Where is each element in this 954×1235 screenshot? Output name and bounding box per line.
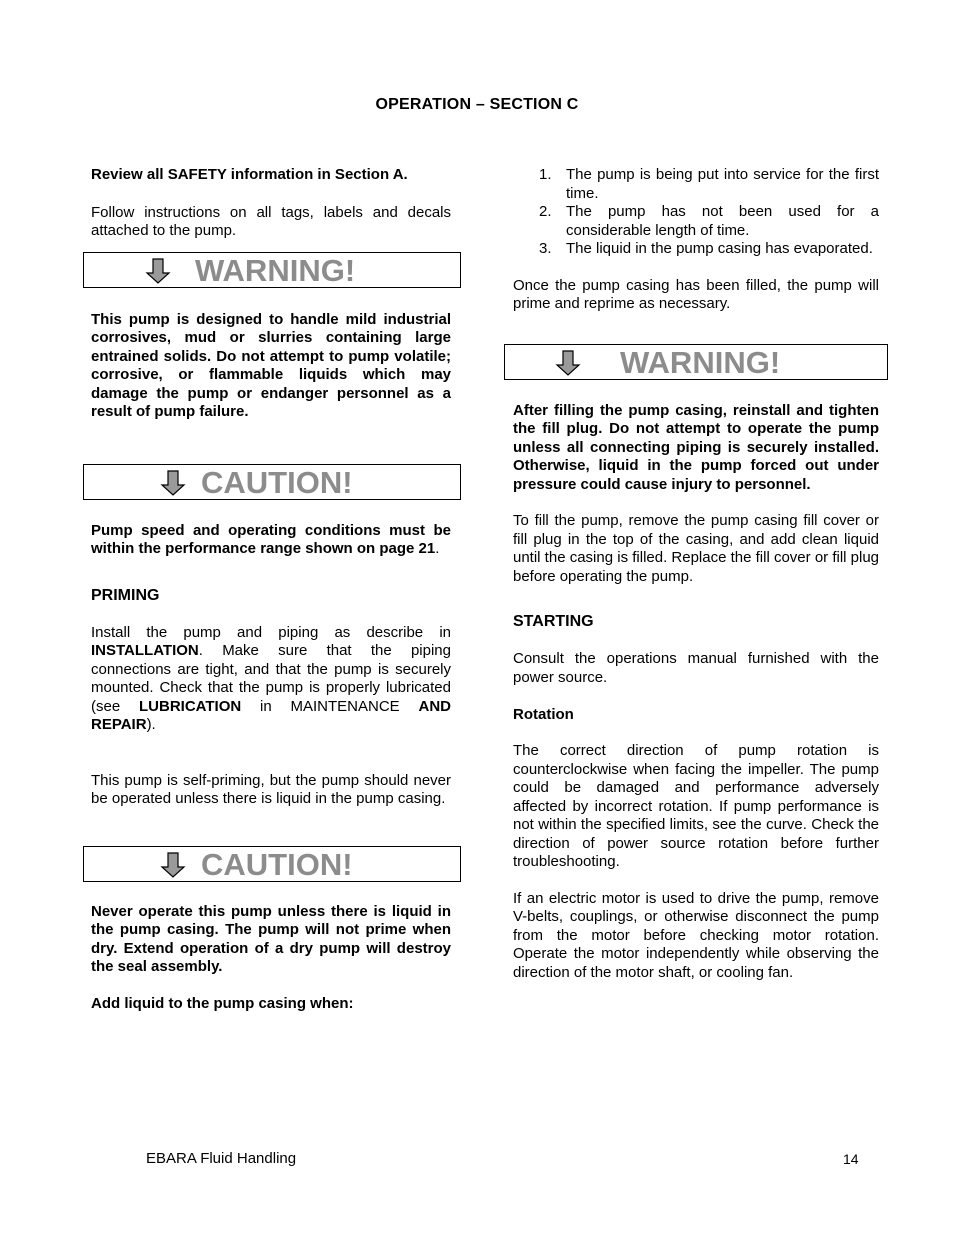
warning-text-2: After filling the pump casing, reinstall and tighten the fill plug. Do not attempt to operate the pump unless all connecting piping is securely installed. Otherwise, liquid in the pump forced out under pressure could cause injury to personnel. bbox=[513, 401, 879, 493]
warning-label: WARNING! bbox=[195, 252, 356, 288]
review-safety-note: Review all SAFETY information in Section A. bbox=[91, 166, 408, 183]
page-title: OPERATION – SECTION C bbox=[375, 96, 579, 113]
priming-paragraph-1: Install the pump and piping as describe in INSTALLATION. Make sure that the piping connections are tight, and that the pump is securely mounted. Check that the pump is properly lubricated (see LUBRICATION in MAINTENANCE AND REPAIR). bbox=[91, 623, 451, 733]
warning-text-1: This pump is designed to handle mild industrial corrosives, mud or slurries containing large entrained solids. Do not attempt to pump volatile; corrosive, or flammable liquids which may damage the pump or endanger personnel as a result of pump failure. bbox=[91, 310, 451, 420]
caution-text-1: Pump speed and operating conditions must be within the performance range shown on page 21. bbox=[91, 521, 451, 557]
warning-box-1 bbox=[83, 252, 461, 288]
list-item: 2. The pump has not been used for a considerable length of time. bbox=[539, 203, 879, 239]
down-arrow-icon bbox=[160, 852, 186, 878]
caution-label: CAUTION! bbox=[201, 846, 353, 882]
prime-reprime-text: Once the pump casing has been filled, the pump will prime and reprime as necessary. bbox=[513, 276, 879, 312]
footer-company: EBARA Fluid Handling bbox=[146, 1150, 297, 1167]
caution-label: CAUTION! bbox=[201, 464, 353, 500]
down-arrow-icon bbox=[555, 350, 581, 376]
priming-heading: PRIMING bbox=[91, 586, 160, 604]
caution-text-2: Never operate this pump unless there is liquid in the pump casing. The pump will not prime when dry. Extend operation of a dry pump will destroy the seal assembly. bbox=[91, 902, 451, 975]
right-column bbox=[513, 166, 879, 982]
rotation-paragraph-2: If an electric motor is used to drive the pump, remove V-belts, couplings, or otherwise disconnect the pump from the motor before checking motor rotation. Operate the motor independently while observing the direction of the motor shaft, or cooling fan. bbox=[513, 889, 879, 981]
starting-heading: STARTING bbox=[513, 613, 594, 630]
fill-instructions-text: To fill the pump, remove the pump casing fill cover or fill plug in the top of the casing, and add clean liquid until the casing is filled. Replace the fill cover or fill plug before operating the pump. bbox=[513, 512, 880, 585]
list-item: 1. The pump is being put into service for the first time. bbox=[539, 166, 879, 202]
down-arrow-icon bbox=[145, 258, 171, 284]
down-arrow-icon bbox=[160, 470, 186, 496]
warning-box-2 bbox=[504, 344, 888, 380]
priming-paragraph-2: This pump is self-priming, but the pump should never be operated unless there is liquid in the pump casing. bbox=[91, 771, 451, 807]
add-liquid-conditions-list bbox=[513, 166, 879, 259]
caution-box-2 bbox=[83, 846, 461, 882]
list-item: 3. The liquid in the pump casing has evaporated. bbox=[539, 240, 873, 257]
rotation-paragraph-1: The correct direction of pump rotation is counterclockwise when facing the impeller. The pump could be damaged and performance adversely affected by incorrect rotation. If pump performance is not within the specified limits, see the curve. Check the direction of power source rotation before further troubleshooting. bbox=[513, 742, 879, 870]
left-column bbox=[91, 166, 451, 1013]
page-number: 14 bbox=[843, 1151, 859, 1167]
warning-label: WARNING! bbox=[620, 344, 781, 380]
add-liquid-text: Add liquid to the pump casing when: bbox=[91, 994, 354, 1012]
caution-box-1 bbox=[83, 464, 461, 500]
consult-manual-text: Consult the operations manual furnished with the power source. bbox=[513, 650, 879, 686]
follow-instructions-text: Follow instructions on all tags, labels and decals attached to the pump. bbox=[91, 203, 451, 239]
rotation-heading: Rotation bbox=[513, 706, 574, 723]
